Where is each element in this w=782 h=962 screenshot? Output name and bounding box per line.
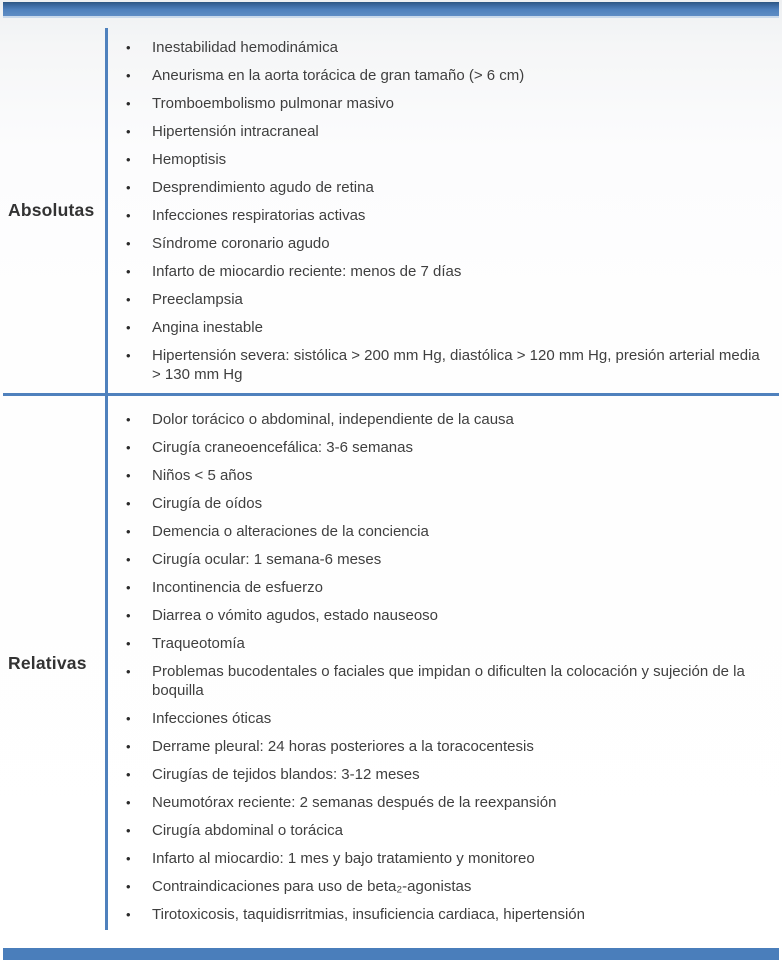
list-item: [108, 66, 766, 85]
list-item-text: Diarrea o vómito agudos, estado nauseoso: [152, 607, 439, 624]
bullet-icon: •: [126, 851, 131, 866]
list-item-text: Tirotoxicosis, taquidisrritmias, insuficiencia cardiaca, hipertensión: [152, 906, 585, 923]
list-item-text: Infarto de miocardio reciente: menos de 7 días: [152, 263, 462, 280]
list-item-text: Infecciones óticas: [152, 710, 272, 727]
bullet-icon: •: [126, 348, 131, 363]
list-item: [108, 346, 766, 384]
list-item-text: Neumotórax reciente: 2 semanas después de la reexpansión: [152, 794, 557, 811]
list-item-text: Dolor torácico o abdominal, independiente de la causa: [152, 411, 514, 428]
section-label-absolutas: Absolutas: [8, 200, 95, 220]
section-row-absolutas: [0, 28, 782, 393]
bullet-icon: •: [126, 608, 131, 623]
list-item: [108, 606, 766, 625]
list-item: [108, 494, 766, 513]
bullet-icon: •: [126, 739, 131, 754]
list-item-text: Angina inestable: [152, 319, 263, 336]
list-item: [108, 122, 766, 141]
list-item: [108, 709, 766, 728]
list-item: [108, 849, 766, 868]
list-item-text: Tromboembolismo pulmonar masivo: [152, 95, 395, 112]
list-item: [108, 94, 766, 113]
list-item-text: Infecciones respiratorias activas: [152, 207, 366, 224]
bullet-icon: •: [126, 440, 131, 455]
list-item: [108, 438, 766, 457]
bullet-icon: •: [126, 40, 131, 55]
list-item-text: Hipertensión intracraneal: [152, 123, 319, 140]
bullet-icon: •: [126, 552, 131, 567]
bullet-icon: •: [126, 795, 131, 810]
list-item-text: Problemas bucodentales o faciales que impidan o dificulten la colocación y sujeción de la boquilla: [152, 663, 745, 699]
section-list-cell: [105, 396, 782, 930]
list-item: [108, 793, 766, 812]
bullet-icon: •: [126, 907, 131, 922]
list-item: [108, 821, 766, 840]
bullet-icon: •: [126, 711, 131, 726]
list-item: [108, 150, 766, 169]
bullet-icon: •: [126, 236, 131, 251]
list-item: [108, 522, 766, 541]
list-item-text: Derrame pleural: 24 horas posteriores a la toracocentesis: [152, 738, 534, 755]
list-item-text: Cirugía craneoencefálica: 3-6 semanas: [152, 439, 413, 456]
list-item: [108, 318, 766, 337]
list-item: [108, 634, 766, 653]
bullet-list-relativas: [108, 410, 766, 924]
list-item-text: Demencia o alteraciones de la conciencia: [152, 523, 429, 540]
bullet-icon: •: [126, 823, 131, 838]
list-item: [108, 662, 766, 700]
list-item: [108, 38, 766, 57]
bullet-icon: •: [126, 879, 131, 894]
list-item-text: Hemoptisis: [152, 151, 227, 168]
list-item-text: Cirugía de oídos: [152, 495, 263, 512]
bullet-icon: •: [126, 292, 131, 307]
list-item-text: Aneurisma en la aorta torácica de gran tamaño (> 6 cm): [152, 67, 525, 84]
list-item: [108, 410, 766, 429]
bullet-icon: •: [126, 68, 131, 83]
bullet-icon: •: [126, 208, 131, 223]
bullet-icon: •: [126, 180, 131, 195]
bullet-icon: •: [126, 264, 131, 279]
list-item-text: Cirugía abdominal o torácica: [152, 822, 343, 839]
bullet-icon: •: [126, 580, 131, 595]
list-item: [108, 765, 766, 784]
bullet-icon: •: [126, 96, 131, 111]
bullet-icon: •: [126, 152, 131, 167]
list-item-text: Cirugía ocular: 1 semana-6 meses: [152, 551, 382, 568]
list-item-text: Infarto al miocardio: 1 mes y bajo tratamiento y monitoreo: [152, 850, 535, 867]
bullet-icon: •: [126, 124, 131, 139]
list-item: [108, 737, 766, 756]
list-item-text: Desprendimiento agudo de retina: [152, 179, 374, 196]
bullet-icon: •: [126, 496, 131, 511]
bullet-icon: •: [126, 524, 131, 539]
list-item-text: Contraindicaciones para uso de beta₂-agonistas: [152, 878, 472, 895]
list-item: [108, 262, 766, 281]
list-item: [108, 234, 766, 253]
list-item-text: Cirugías de tejidos blandos: 3-12 meses: [152, 766, 420, 783]
list-item-text: Niños < 5 años: [152, 467, 253, 484]
top-accent-bar: [3, 2, 779, 18]
section-label-cell: [0, 28, 105, 393]
list-item: [108, 290, 766, 309]
bullet-icon: •: [126, 468, 131, 483]
list-item: [108, 178, 766, 197]
bullet-icon: •: [126, 412, 131, 427]
section-label-cell: [0, 396, 105, 930]
list-item: [108, 877, 766, 896]
bullet-icon: •: [126, 664, 131, 679]
list-item-text: Síndrome coronario agudo: [152, 235, 330, 252]
list-item-text: Inestabilidad hemodinámica: [152, 39, 338, 56]
list-item: [108, 578, 766, 597]
section-list-cell: [105, 28, 782, 393]
list-item-text: Traqueotomía: [152, 635, 245, 652]
list-item-text: Incontinencia de esfuerzo: [152, 579, 323, 596]
bullet-icon: •: [126, 320, 131, 335]
list-item: [108, 206, 766, 225]
section-label-relativas: Relativas: [8, 652, 87, 673]
list-item: [108, 550, 766, 569]
list-item-text: Preeclampsia: [152, 291, 243, 308]
list-item: [108, 905, 766, 924]
bullet-icon: •: [126, 636, 131, 651]
bullet-list-absolutas: [108, 38, 766, 384]
contraindications-table-page: [0, 2, 782, 962]
bullet-icon: •: [126, 767, 131, 782]
list-item-text: Hipertensión severa: sistólica > 200 mm Hg, diastólica > 120 mm Hg, presión arterial media > 130 mm Hg: [152, 347, 760, 383]
bottom-accent-bar: [3, 948, 779, 960]
list-item: [108, 466, 766, 485]
section-row-relativas: [0, 396, 782, 930]
